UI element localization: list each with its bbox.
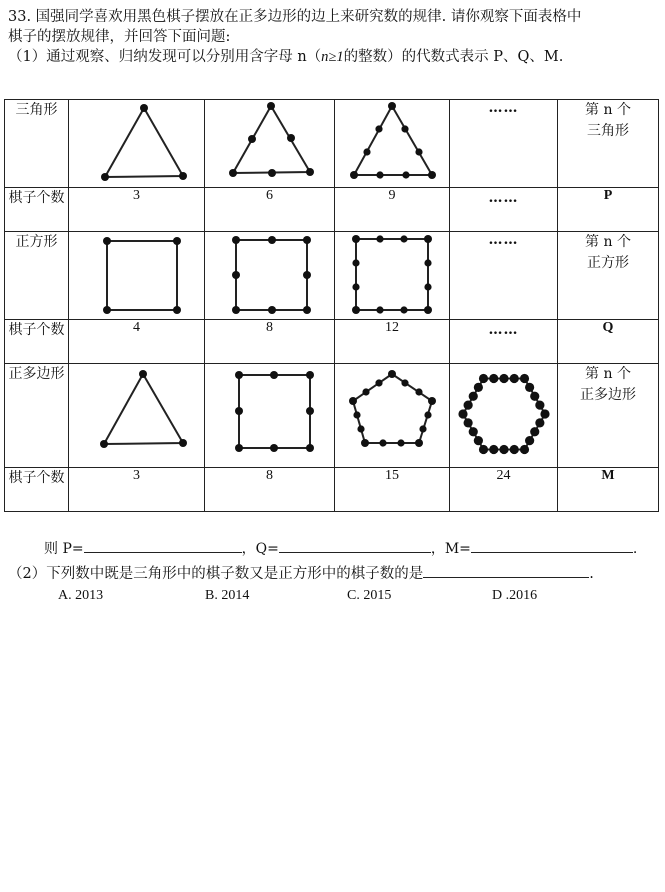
- hexagon-stone: [525, 436, 534, 445]
- part2-blank[interactable]: [423, 563, 589, 578]
- triangle-count-1: 3: [69, 188, 205, 232]
- question-line-3: （1）通过观察、归纳发现可以分别用含字母 n（n≥1的整数）的代数式表示 P、Q、M.: [8, 49, 564, 65]
- hexagon-stone: [469, 392, 478, 401]
- polygon-count-4: 24: [450, 468, 558, 512]
- hexagon-stone: [525, 383, 534, 392]
- hexagon-stone: [499, 374, 508, 383]
- polygon-figure-1: [69, 364, 205, 468]
- hexagon-stone: [530, 392, 539, 401]
- square-nth-label: 第 n 个 正方形: [558, 232, 659, 320]
- square-count-2: 8: [205, 320, 335, 364]
- question-line-2: 棋子的摆放规律，并回答下面问题:: [8, 29, 231, 45]
- hexagon-stone: [479, 445, 488, 454]
- triangle-figure-3: [335, 100, 450, 188]
- hexagon-stone: [464, 418, 473, 427]
- m-blank[interactable]: [471, 538, 633, 553]
- polygon-figure-4: [450, 364, 558, 468]
- choice-d[interactable]: D .2016: [492, 588, 538, 603]
- square-count-3: 12: [335, 320, 450, 364]
- polygon-count-2: 8: [205, 468, 335, 512]
- triangle-count-label: 棋子个数: [5, 188, 69, 232]
- part2-question: （2）下列数中既是三角形中的棋子数又是正方形中的棋子数的是 .: [8, 562, 594, 583]
- triangle-ellipsis: ……: [450, 100, 558, 188]
- polygon-count-label: 棋子个数: [5, 468, 69, 512]
- choice-c[interactable]: C. 2015: [347, 588, 392, 603]
- square-figure-3: [335, 232, 450, 320]
- square-count-ellipsis: ……: [450, 320, 558, 364]
- hexagon-stone: [474, 383, 483, 392]
- square-row: [5, 232, 659, 320]
- triangle-count-2: 6: [205, 188, 335, 232]
- square-count-label: 棋子个数: [5, 320, 69, 364]
- triangle-nth-label: 第 n 个 三角形: [558, 100, 659, 188]
- hexagon-stone: [535, 418, 544, 427]
- polygon-label: 正多边形: [5, 364, 69, 468]
- square-figure-1: [69, 232, 205, 320]
- hexagon-stone: [510, 445, 519, 454]
- hexagon-stone: [535, 401, 544, 410]
- hexagon-stone: [510, 374, 519, 383]
- answer-line: 则 P= ，Q= ，M= .: [44, 538, 637, 558]
- hexagon-stone: [540, 409, 549, 418]
- hexagon-stone: [489, 445, 498, 454]
- polygon-count-answer: M: [558, 468, 659, 512]
- triangle-count-3: 9: [335, 188, 450, 232]
- polygon-count-3: 15: [335, 468, 450, 512]
- polygon-count-row: [5, 468, 659, 512]
- polygon-count-1: 3: [69, 468, 205, 512]
- triangle-figure-2: [205, 100, 335, 188]
- q-blank[interactable]: [279, 538, 431, 553]
- hexagon-stone: [474, 436, 483, 445]
- triangle-count-row: [5, 188, 659, 232]
- hexagon-stone: [530, 427, 539, 436]
- pattern-table: [4, 99, 659, 512]
- square-figure-2: [205, 232, 335, 320]
- hexagon-stone: [520, 374, 529, 383]
- hexagon-stone: [520, 445, 529, 454]
- square-label: 正方形: [5, 232, 69, 320]
- hexagon-stone: [469, 427, 478, 436]
- polygon-figure-2: [205, 364, 335, 468]
- hexagon-stone: [479, 374, 488, 383]
- hexagon-stone: [489, 374, 498, 383]
- triangle-count-ellipsis: ……: [450, 188, 558, 232]
- choice-b[interactable]: B. 2014: [205, 588, 250, 603]
- hexagon-stone: [458, 409, 467, 418]
- hexagon-stone: [464, 401, 473, 410]
- square-ellipsis: ……: [450, 232, 558, 320]
- triangle-count-answer: P: [558, 188, 659, 232]
- triangle-row: [5, 100, 659, 188]
- polygon-figure-3: [335, 364, 450, 468]
- choice-a[interactable]: A. 2013: [58, 588, 104, 603]
- polygon-row: [5, 364, 659, 468]
- square-count-row: [5, 320, 659, 364]
- square-count-answer: Q: [558, 320, 659, 364]
- question-line-1: 33. 国强同学喜欢用黑色棋子摆放在正多边形的边上来研究数的规律. 请你观察下面表格中: [8, 9, 582, 25]
- p-blank[interactable]: [84, 538, 242, 553]
- hexagon-stone: [499, 445, 508, 454]
- polygon-nth-label: 第 n 个 正多边形: [558, 364, 659, 468]
- triangle-label: 三角形: [5, 100, 69, 188]
- square-count-1: 4: [69, 320, 205, 364]
- triangle-figure-1: [69, 100, 205, 188]
